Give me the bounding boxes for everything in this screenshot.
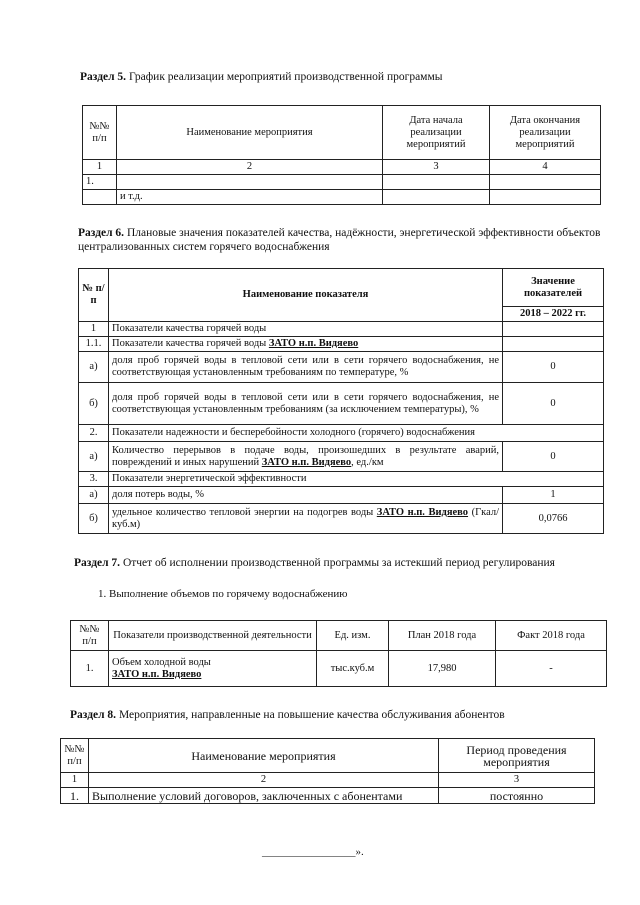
s8-header-name: Наименование мероприятия bbox=[89, 739, 439, 773]
s8-header-num: №№ п/п bbox=[61, 739, 89, 773]
section-6-title: Плановые значения показателей качества, надёжности, энергетической эффективности объектов централизованных систем горячего водоснабжения bbox=[78, 227, 601, 253]
s6-row-text: Показатели надежности и бесперебойности холодного (горячего) водоснабжения bbox=[109, 425, 604, 442]
s7-row-plan: 17,980 bbox=[389, 651, 496, 687]
s6-row-text: Показатели энергетической эффективности bbox=[109, 472, 604, 487]
s6-row-value: 0,0766 bbox=[503, 504, 604, 534]
s6-locality: ЗАТО н.п. Видяево bbox=[261, 456, 352, 468]
s8-row-period: постоянно bbox=[439, 788, 595, 804]
section-8-table bbox=[60, 738, 595, 804]
s5-num-cell: 3 bbox=[383, 160, 490, 175]
s6-row-text bbox=[109, 442, 503, 472]
s8-num-cell: 1 bbox=[61, 773, 89, 788]
s7-locality: ЗАТО н.п. Видяево bbox=[112, 668, 202, 680]
s5-row-num: 1. bbox=[83, 175, 117, 190]
section-6-label: Раздел 6. bbox=[78, 227, 125, 239]
s5-cell bbox=[383, 190, 490, 205]
s5-cell bbox=[83, 190, 117, 205]
s6-row-text-part: Показатели качества горячей воды bbox=[112, 338, 267, 349]
s5-header-end: Дата окончания реализации мероприятий bbox=[490, 106, 601, 160]
section-8-title: Мероприятия, направленные на повышение качества обслуживания абонентов bbox=[118, 709, 505, 721]
signature-line: _________________». bbox=[262, 846, 364, 858]
s6-header-value: Значение показателей bbox=[503, 269, 604, 307]
s6-row-value bbox=[503, 337, 604, 352]
s6-row-text: доля проб горячей воды в тепловой сети или в сети горячего водоснабжения, не соответствующая установленным требованиям (за исключением температуры), % bbox=[109, 383, 503, 425]
s5-cell bbox=[117, 175, 383, 190]
section-8-heading bbox=[70, 708, 505, 722]
s6-header-name: Наименование показателя bbox=[109, 269, 503, 322]
s7-header-plan: План 2018 года bbox=[389, 621, 496, 651]
section-5-table bbox=[82, 105, 601, 205]
s6-row-num: а) bbox=[79, 487, 109, 504]
s6-row-num: 3. bbox=[79, 472, 109, 487]
s5-cell bbox=[383, 175, 490, 190]
s7-header-fact: Факт 2018 года bbox=[496, 621, 607, 651]
s6-header-period: 2018 – 2022 гг. bbox=[503, 307, 604, 322]
s5-num-cell: 2 bbox=[117, 160, 383, 175]
s6-row-text: доля проб горячей воды в тепловой сети или в сети горячего водоснабжения, не соответствующая установленным требованиям по температуре, % bbox=[109, 352, 503, 383]
s6-locality: ЗАТО н.п. Видяево bbox=[376, 506, 469, 518]
s6-row-text-part: удельное количество тепловой энергии на подогрев воды bbox=[112, 506, 374, 518]
s8-header-period: Период проведения мероприятия bbox=[439, 739, 595, 773]
s6-row-value: 1 bbox=[503, 487, 604, 504]
s6-row-text-part: (Гкал/куб.м) bbox=[112, 506, 500, 530]
s6-row-text bbox=[109, 504, 503, 534]
s6-locality: ЗАТО н.п. Видяево bbox=[268, 338, 359, 349]
s6-row-text-part: , ед./км bbox=[351, 456, 384, 468]
s5-header-num: №№ п/п bbox=[83, 106, 117, 160]
s6-row-value: 0 bbox=[503, 352, 604, 383]
s6-row-text: доля потерь воды, % bbox=[109, 487, 503, 504]
section-6-heading bbox=[78, 226, 603, 254]
section-8-label: Раздел 8. bbox=[70, 709, 117, 721]
s5-cell bbox=[490, 190, 601, 205]
section-5-label: Раздел 5. bbox=[80, 71, 127, 83]
s6-row-text bbox=[109, 337, 503, 352]
s6-row-num: б) bbox=[79, 504, 109, 534]
s5-header-start: Дата начала реализации мероприятий bbox=[383, 106, 490, 160]
section-7-subheading: 1. Выполнение объемов по горячему водоснабжению bbox=[98, 588, 348, 600]
s8-row-text: Выполнение условий договоров, заключенных с абонентами bbox=[89, 788, 439, 804]
s7-header-num: №№ п/п bbox=[71, 621, 109, 651]
s6-row-num: 1 bbox=[79, 322, 109, 337]
s6-row-value: 0 bbox=[503, 442, 604, 472]
s6-row-text: Показатели качества горячей воды bbox=[109, 322, 503, 337]
s6-header-num: № п/п bbox=[79, 269, 109, 322]
s5-row-etc: и т.д. bbox=[117, 190, 383, 205]
s6-row-value bbox=[503, 322, 604, 337]
s6-row-num: а) bbox=[79, 442, 109, 472]
s5-cell bbox=[490, 175, 601, 190]
s5-num-cell: 4 bbox=[490, 160, 601, 175]
s6-row-num: б) bbox=[79, 383, 109, 425]
s6-row-value: 0 bbox=[503, 383, 604, 425]
s7-row-unit: тыс.куб.м bbox=[317, 651, 389, 687]
section-6-table bbox=[78, 268, 604, 534]
section-7-heading bbox=[74, 556, 555, 570]
s7-row-num: 1. bbox=[71, 651, 109, 687]
section-7-label: Раздел 7. bbox=[74, 557, 121, 569]
s8-num-cell: 2 bbox=[89, 773, 439, 788]
s7-header-unit: Ед. изм. bbox=[317, 621, 389, 651]
s6-row-num: 2. bbox=[79, 425, 109, 442]
s6-row-num: 1.1. bbox=[79, 337, 109, 352]
s8-row-num: 1. bbox=[61, 788, 89, 804]
s7-row-text bbox=[109, 651, 317, 687]
s6-row-num: а) bbox=[79, 352, 109, 383]
s6-row-text-part: Количество перерывов в подаче воды, произошедших в результате аварий, повреждений и иных нарушений bbox=[112, 444, 499, 468]
section-5-heading bbox=[80, 70, 442, 84]
s7-header-name: Показатели производственной деятельности bbox=[109, 621, 317, 651]
s7-row-fact: - bbox=[496, 651, 607, 687]
section-7-table bbox=[70, 620, 607, 687]
s7-row-text-part: Объем холодной воды bbox=[112, 656, 211, 668]
s8-num-cell: 3 bbox=[439, 773, 595, 788]
section-5-title: График реализации мероприятий производственной программы bbox=[128, 71, 443, 83]
s5-header-name: Наименование мероприятия bbox=[117, 106, 383, 160]
section-7-title: Отчет об исполнении производственной программы за истекший период регулирования bbox=[122, 557, 555, 569]
s5-num-cell: 1 bbox=[83, 160, 117, 175]
